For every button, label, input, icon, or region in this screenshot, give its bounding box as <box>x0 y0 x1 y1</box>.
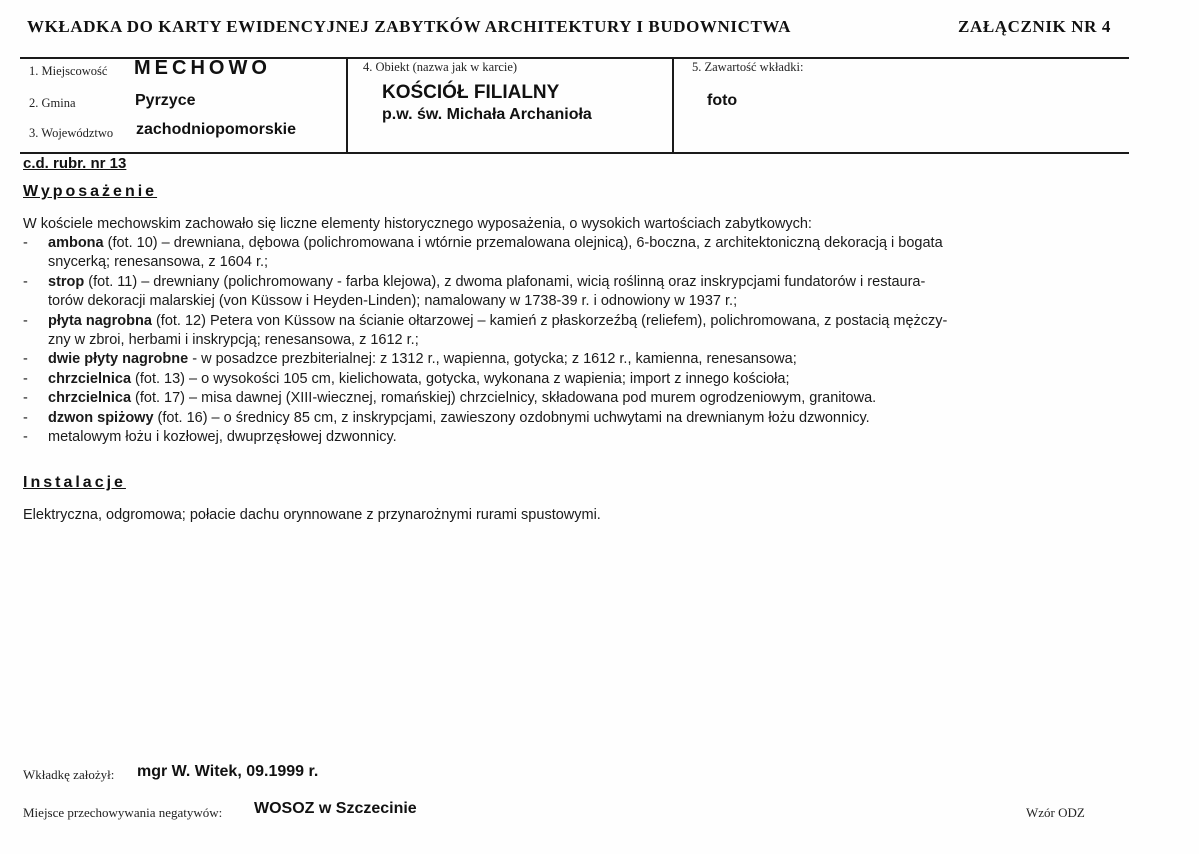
object-label: 4. Obiekt (nazwa jak w karcie) <box>363 60 518 74</box>
object-name: KOŚCIÓŁ FILIALNY <box>382 82 560 103</box>
annex-number: ZAŁĄCZNIK NR 4 <box>958 17 1111 36</box>
object-subtitle: p.w. św. Michała Archanioła <box>382 106 592 123</box>
equipment-item-name: dzwon spiżowy <box>48 409 154 426</box>
list-bullet: - <box>23 235 28 251</box>
equipment-item-line: chrzcielnica (fot. 13) – o wysokości 105 cm, kielichowata, gotycka, wykonana z wapienia; import z innego kościoła; <box>48 370 790 387</box>
list-bullet: - <box>23 370 28 387</box>
table-divider-1 <box>346 57 348 154</box>
table-divider-2 <box>672 57 674 154</box>
equipment-item-line: torów dekoracji malarskiej (von Küssow i Heyden-Linden); namalowany w 1738-39 r. i odnowiony w 1937 r.; <box>48 293 738 310</box>
commune-label: 2. Gmina <box>29 96 76 110</box>
list-bullet: - <box>23 390 28 407</box>
storage-label: Miejsce przechowywania negatywów: <box>23 805 223 820</box>
list-bullet: - <box>23 409 28 426</box>
content-value: foto <box>707 92 738 109</box>
locality-label: 1. Miejscowość <box>29 64 108 78</box>
author-label: Wkładkę założył: <box>23 767 115 782</box>
equipment-item-name: chrzcielnica <box>48 370 132 387</box>
continuation-label: c.d. rubr. nr 13 <box>23 155 127 172</box>
equipment-item-line: zny w zbroi, herbami i inskrypcją; renesansowa, z 1612 r.; <box>48 332 419 348</box>
equipment-item-line: strop (fot. 11) – drewniany (polichromowany - farba klejowa), z dwoma plafonami, wicią roślinną oraz inskrypcjami fundatorów i restaura- <box>48 273 926 290</box>
template-label: Wzór ODZ <box>1026 805 1085 820</box>
equipment-item-line: metalowym łożu i kozłowej, dwuprzęsłowej dzwonnicy. <box>48 429 397 445</box>
equipment-item-line: ambona (fot. 10) – drewniana, dębowa (polichromowana i wtórnie przemalowana olejnicą), 6-boczna, z architektoniczną dekoracją i bogata <box>48 235 943 251</box>
storage-value: WOSOZ w Szczecinie <box>254 800 417 817</box>
equipment-item-line: dzwon spiżowy (fot. 16) – o średnicy 85 cm, z inskrypcjami, zawieszony ozdobnymi uchwytami na drewnianym łożu dzwonnicy. <box>48 409 870 426</box>
voivodeship-value: zachodniopomorskie <box>136 121 297 138</box>
list-bullet: - <box>23 273 28 290</box>
table-bottom-border <box>20 152 1129 154</box>
equipment-item-name: ambona <box>48 235 104 251</box>
form-title: WKŁADKA DO KARTY EWIDENCYJNEJ ZABYTKÓW ARCHITEKTURY I BUDOWNICTWA <box>27 17 792 36</box>
equipment-item-line: płyta nagrobna (fot. 12) Petera von Küssow na ścianie ołtarzowej – kamień z płaskorzeźbą (reliefem), polichromowana, z postacią mężczy- <box>48 312 948 329</box>
equipment-item-line: dwie płyty nagrobne - w posadzce prezbiterialnej: z 1312 r., wapienna, gotycka; z 1612 r., kamienna, renesansowa; <box>48 351 797 368</box>
voivodeship-label: 3. Województwo <box>29 126 114 140</box>
equipment-heading: Wyposażenie <box>23 183 158 200</box>
equipment-item-name: chrzcielnica <box>48 390 132 407</box>
locality-value: MECHOWO <box>134 57 271 79</box>
equipment-item-name: płyta nagrobna <box>48 312 152 329</box>
equipment-item-name: strop <box>48 273 85 290</box>
installations-heading: Instalacje <box>23 474 126 491</box>
equipment-item-line: chrzcielnica (fot. 17) – misa dawnej (XIII-wiecznej, romańskiej) chrzcielnicy, składowana pod murem ogrodzeniowym, granitowa. <box>48 390 877 407</box>
author-value: mgr W. Witek, 09.1999 r. <box>137 763 319 780</box>
content-label: 5. Zawartość wkładki: <box>692 60 804 74</box>
equipment-item-line: snycerką; renesansowa, z 1604 r.; <box>48 254 269 271</box>
list-bullet: - <box>23 351 28 368</box>
commune-value: Pyrzyce <box>135 92 196 109</box>
equipment-intro: W kościele mechowskim zachowało się liczne elementy historycznego wyposażenia, o wysokich wartościach zabytkowych: <box>23 216 812 232</box>
installations-text: Elektryczna, odgromowa; połacie dachu orynnowane z przynarożnymi rurami spustowymi. <box>23 507 601 523</box>
list-bullet: - <box>23 312 28 329</box>
list-bullet: - <box>23 429 28 445</box>
equipment-item-name: dwie płyty nagrobne <box>48 351 189 368</box>
